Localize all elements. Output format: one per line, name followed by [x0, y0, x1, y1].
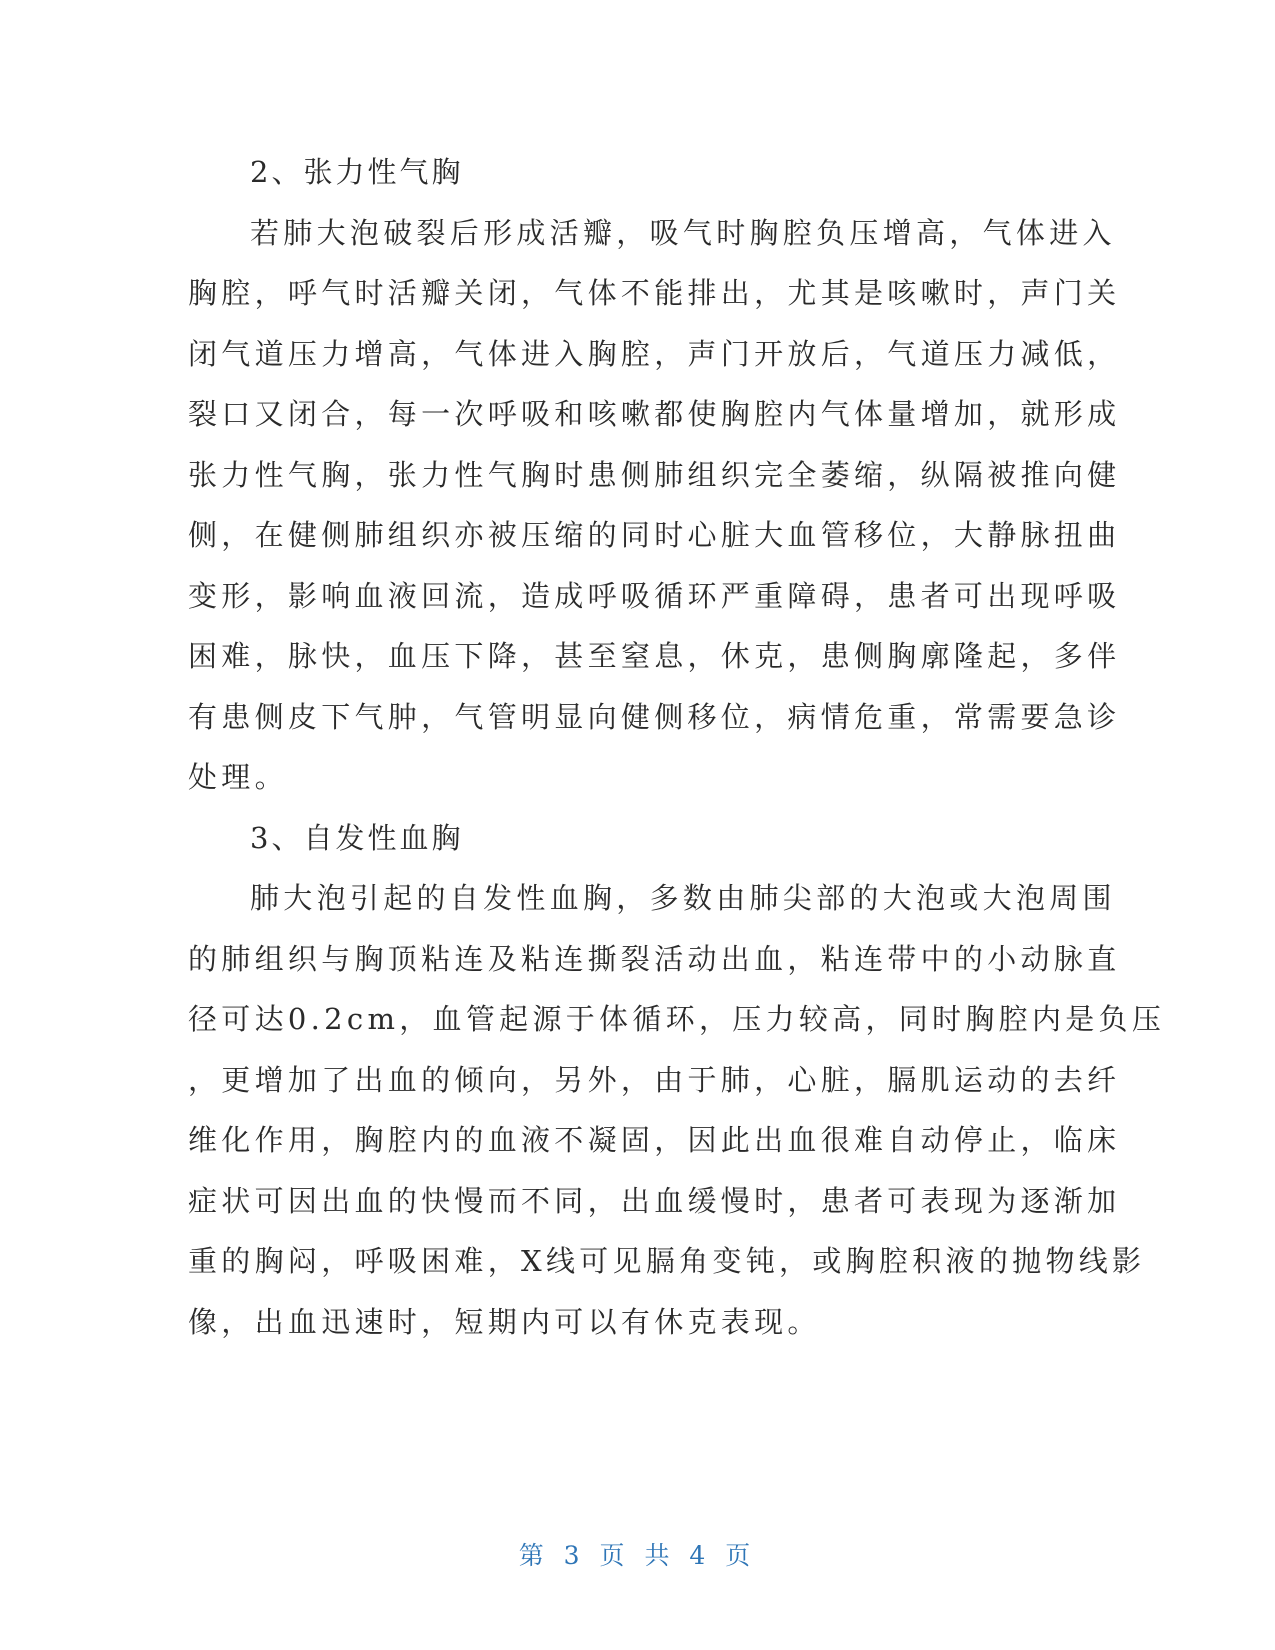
- paragraph-line: 裂口又闭合，每一次呼吸和咳嗽都使胸腔内气体量增加，就形成: [188, 397, 1121, 431]
- paragraph-line: 重的胸闷，呼吸困难，X线可见膈角变钝，或胸腔积液的抛物线影: [188, 1244, 1146, 1278]
- paragraph-line: 肺大泡引起的自发性血胸，多数由肺尖部的大泡或大泡周围: [250, 881, 1116, 915]
- section-heading: 2、张力性气胸: [250, 155, 464, 189]
- paragraph-line: 症状可因出血的快慢而不同，出血缓慢时，患者可表现为逐渐加: [188, 1183, 1121, 1218]
- paragraph-line: 的肺组织与胸顶粘连及粘连撕裂活动出血，粘连带中的小动脉直: [188, 941, 1121, 976]
- paragraph-line: 闭气道压力增高，气体进入胸腔，声门开放后，气道压力减低，: [188, 336, 1121, 371]
- paragraph-line: 有患侧皮下气肿，气管明显向健侧移位，病情危重，常需要急诊: [188, 699, 1121, 734]
- paragraph-line: 张力性气胸，张力性气胸时患侧肺组织完全萎缩，纵隔被推向健: [188, 457, 1121, 492]
- paragraph-line: ，更增加了出血的倾向，另外，由于肺，心脏，膈肌运动的去纤: [188, 1062, 1121, 1097]
- page-number-footer: 第 3 页 共 4 页: [518, 1541, 757, 1570]
- section-heading: 3、自发性血胸: [250, 820, 464, 855]
- paragraph-line: 像，出血迅速时，短期内可以有休克表现。: [188, 1304, 821, 1339]
- paragraph-line: 处理。: [188, 760, 288, 794]
- paragraph-line: 径可达0.2cm，血管起源于体循环，压力较高，同时胸腔内是负压: [188, 1002, 1166, 1036]
- section-spontaneous-hemothorax: [188, 808, 1166, 1353]
- paragraph-line: 侧，在健侧肺组织亦被压缩的同时心脏大血管移位，大静脉扭曲: [188, 518, 1121, 552]
- paragraph-line: 维化作用，胸腔内的血液不凝固，因此出血很难自动停止，临床: [188, 1123, 1121, 1157]
- document-body: [188, 142, 1166, 1352]
- paragraph-line: 胸腔，呼气时活瓣关闭，气体不能排出，尤其是咳嗽时，声门关: [188, 276, 1121, 310]
- paragraph-line: 若肺大泡破裂后形成活瓣，吸气时胸腔负压增高，气体进入: [250, 215, 1116, 250]
- section-tension-pneumothorax: [188, 142, 1121, 808]
- paragraph-line: 困难，脉快，血压下降，甚至窒息，休克，患侧胸廓隆起，多伴: [188, 639, 1121, 673]
- paragraph-line: 变形，影响血液回流，造成呼吸循环严重障碍，患者可出现呼吸: [188, 578, 1121, 613]
